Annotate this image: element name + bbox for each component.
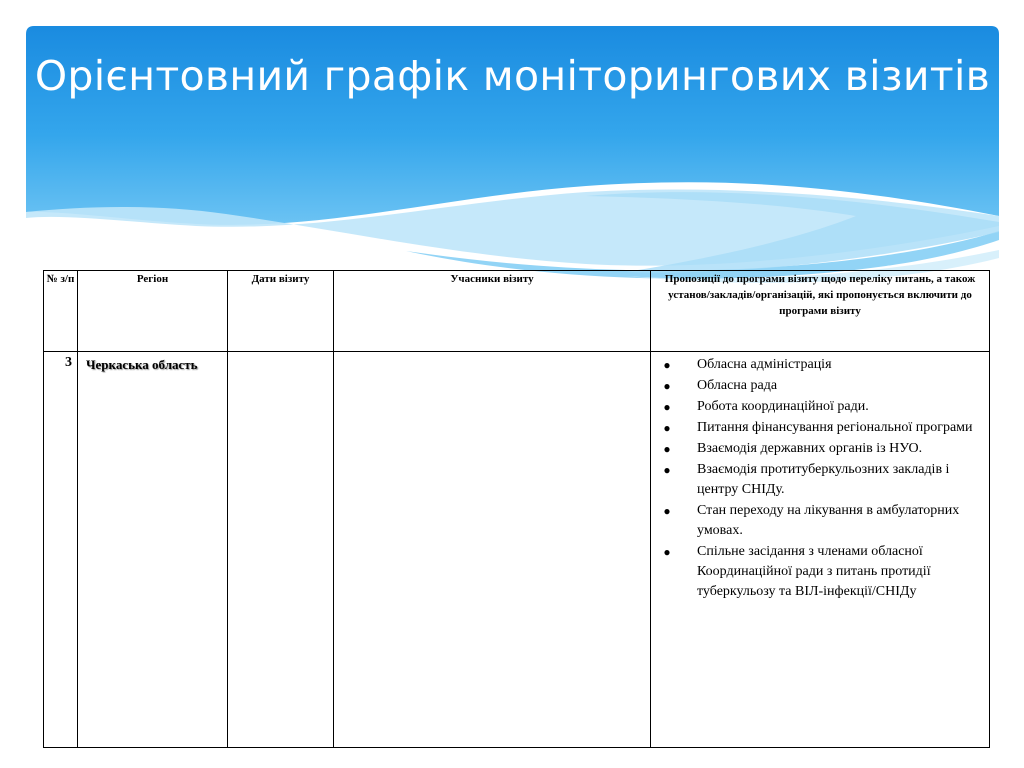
list-item: ● Взаємодія державних органів із НУО. — [659, 439, 985, 459]
row-proposals — [651, 352, 990, 748]
bullet-icon: ● — [663, 421, 671, 435]
list-item: ● Робота координаційної ради. — [659, 397, 985, 417]
bullet-icon: ● — [663, 442, 671, 456]
bullet-icon: ● — [663, 545, 671, 559]
bullet-icon: ● — [663, 400, 671, 414]
bullet-icon: ● — [663, 463, 671, 477]
row-participants — [334, 352, 651, 748]
list-item: ● Обласна рада — [659, 376, 985, 396]
row-region: Черкаська область — [78, 352, 228, 748]
slide-title: Орієнтовний графік моніторингових візитів — [34, 52, 991, 100]
bullet-icon: ● — [663, 504, 671, 518]
list-item: ● Стан переходу на лікування в амбулаторних умовах. — [659, 501, 985, 541]
monitoring-schedule-table — [43, 270, 990, 748]
list-item: ● Спільне засідання з членами обласної Координаційної ради з питань протидії туберкульозу та ВІЛ-інфекції/СНІДу — [659, 542, 985, 602]
bullet-icon: ● — [663, 379, 671, 393]
proposals-list — [651, 352, 989, 602]
list-item: ● Обласна адміністрація — [659, 355, 985, 375]
table-header-row — [44, 271, 990, 352]
list-item: ● Взаємодія протитуберкульозних закладів і центру СНІДу. — [659, 460, 985, 500]
list-item: ● Питання фінансування регіональної програми — [659, 418, 985, 438]
header-region: Регіон — [78, 271, 228, 352]
row-dates — [228, 352, 334, 748]
header-participants: Учасники візиту — [334, 271, 651, 352]
row-number: 3 — [44, 352, 78, 748]
table-row — [44, 352, 990, 748]
header-proposals: Пропозиції до програми візиту щодо переліку питань, а також установ/закладів/організацій, які пропонується включити до програми візиту — [651, 271, 990, 352]
header-num: № з/п — [44, 271, 78, 352]
header-dates: Дати візиту — [228, 271, 334, 352]
bullet-icon: ● — [663, 358, 671, 372]
